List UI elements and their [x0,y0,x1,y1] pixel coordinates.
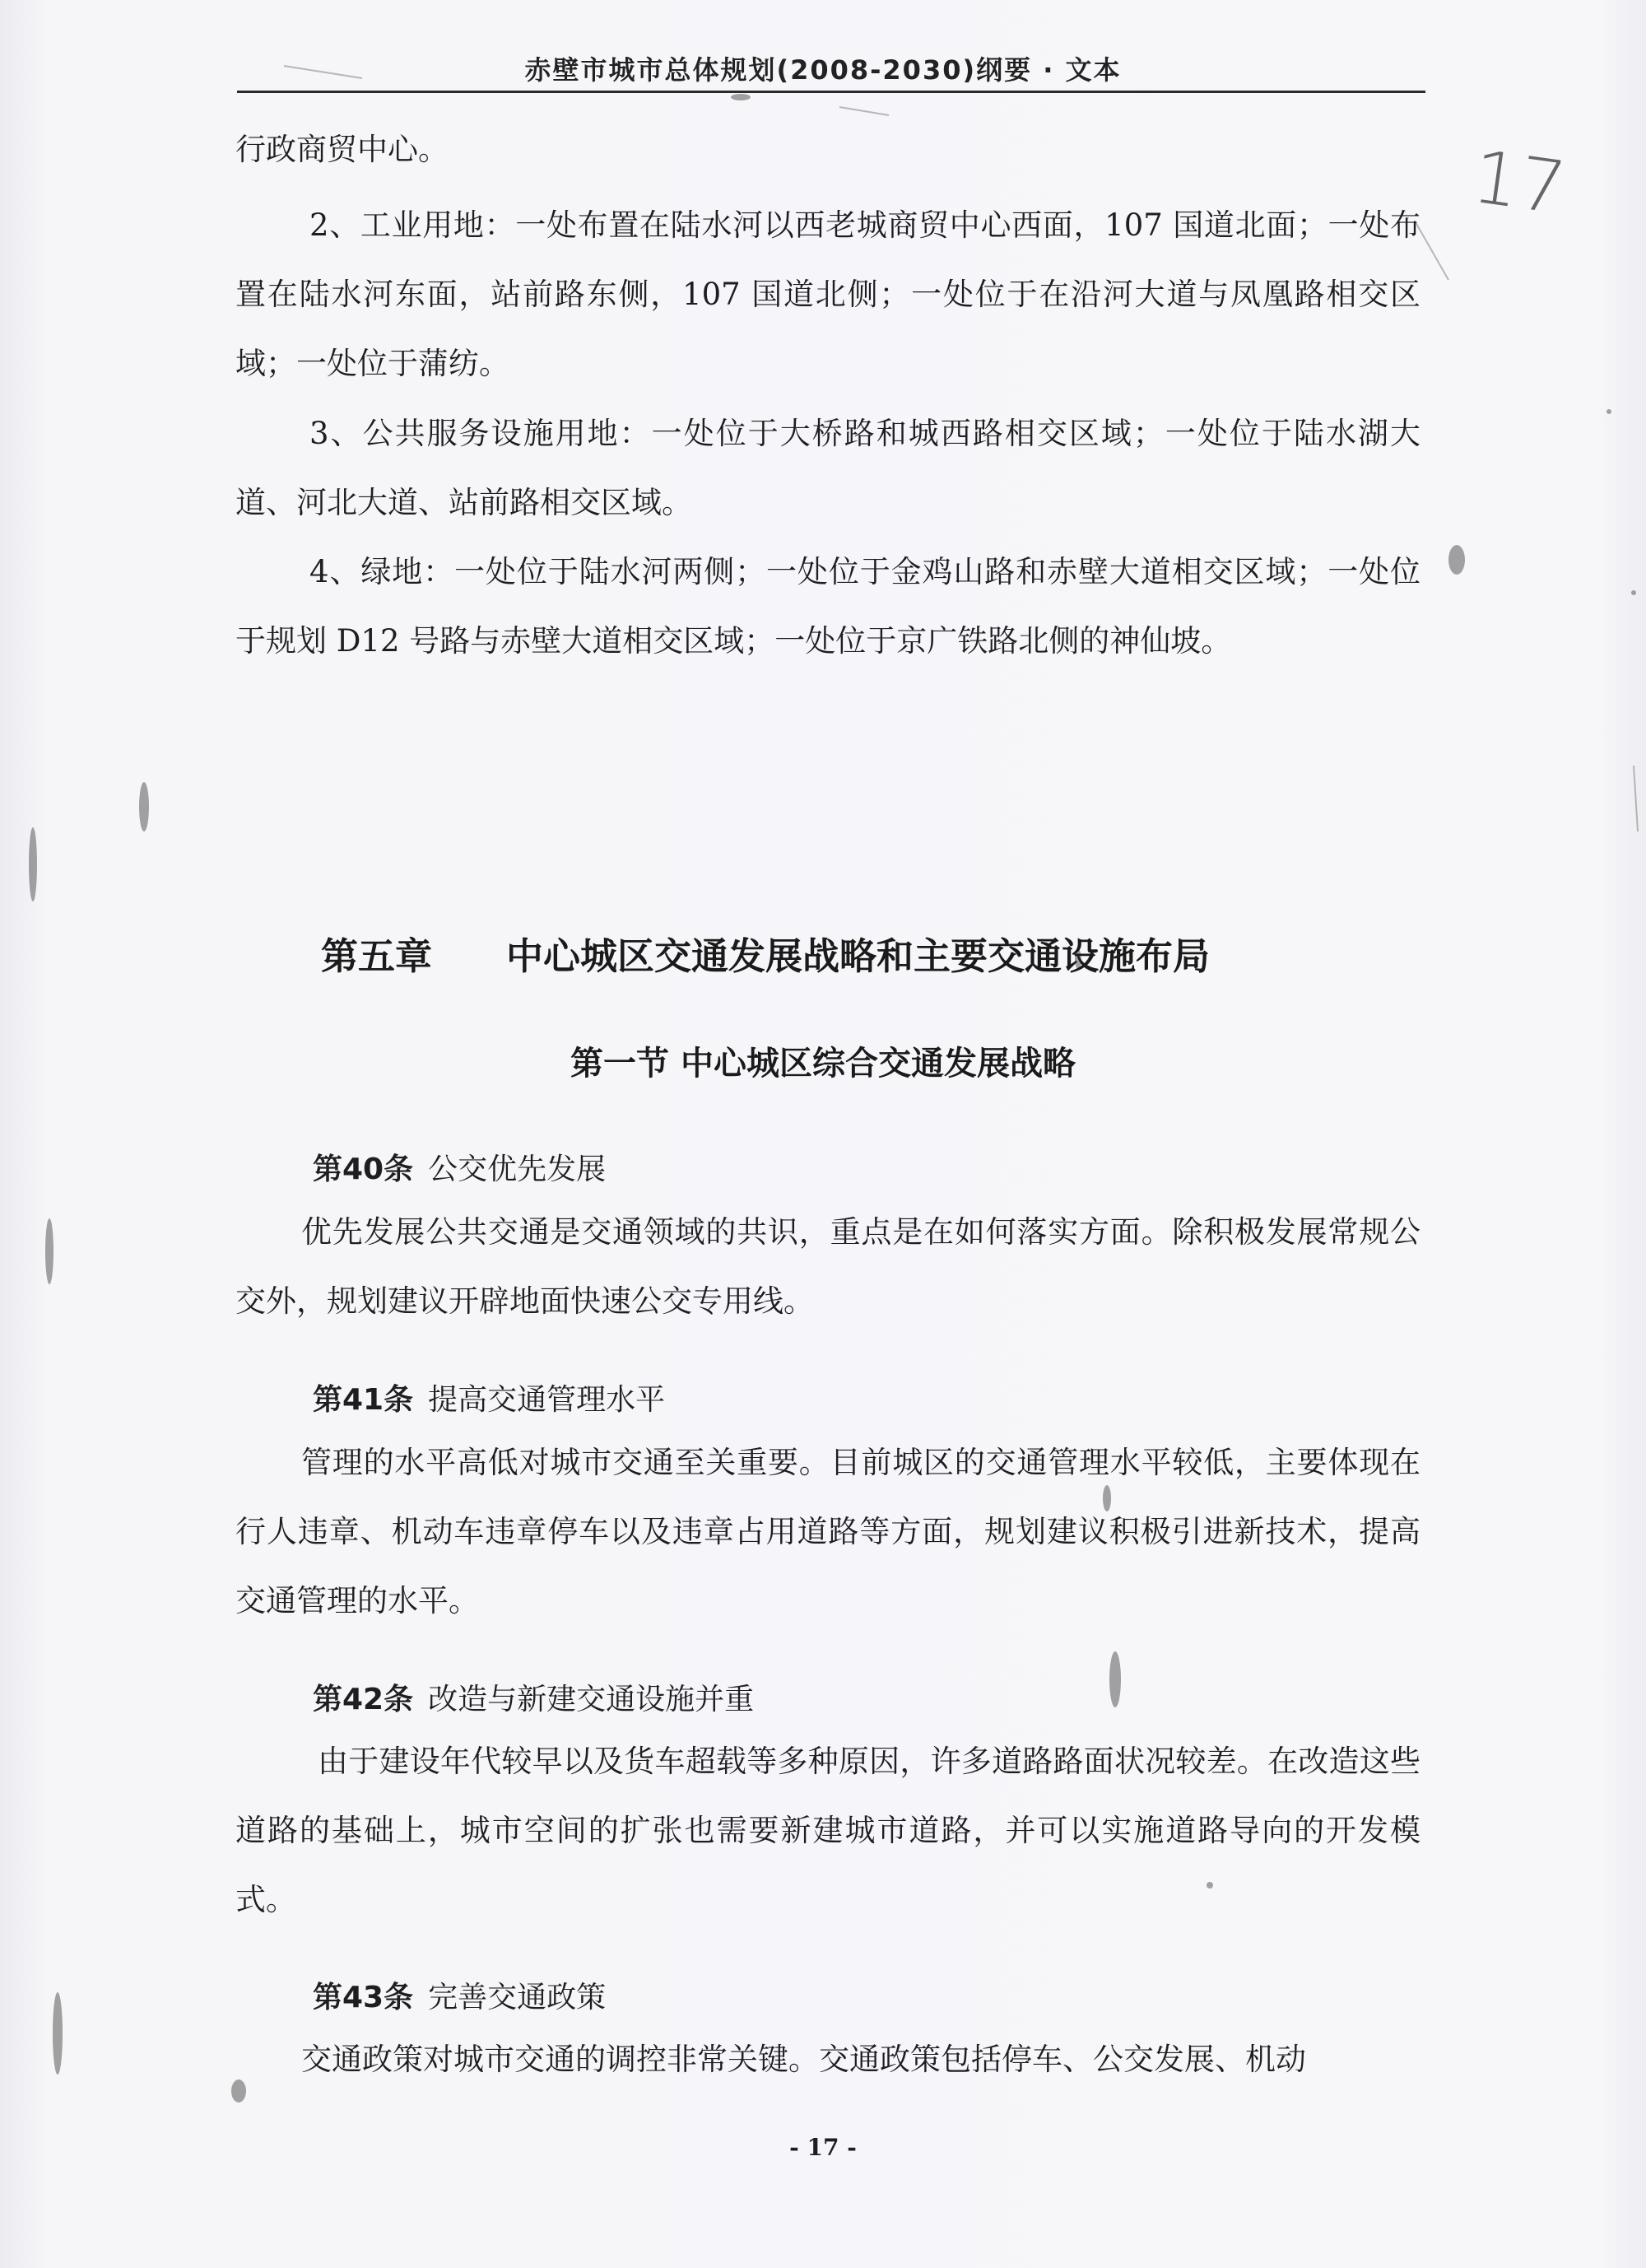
handwritten-page-note: 17 [1467,133,1571,231]
article-number: 第40条 [313,1153,414,1186]
article-heading [313,1974,606,2016]
page-number: - 17 - [789,2134,857,2161]
header-rule [237,91,1425,93]
article-body: 优先发展公共交通是交通领域的共识，重点是在如何落实方面。除积极发展常规公交外，规划建议开辟地面快速公交专用线。 [235,1214,1420,1319]
article-number: 第41条 [313,1383,414,1417]
article-heading [313,1146,606,1188]
paragraph-green-land: 4、绿地：一处位于陆水河两侧；一处位于金鸡山路和赤壁大道相交区域；一处位于规划 D12 号路与赤壁大道相交区域；一处位于京广铁路北侧的神仙坡。 [235,554,1420,659]
article-heading [313,1676,754,1718]
article-title: 完善交通政策 [428,1981,607,2014]
paragraph-continuation: 行政商贸中心。 [235,132,449,167]
article-body: 由于建设年代较早以及货车超载等多种原因，许多道路路面状况较差。在改造这些道路的基础上，城市空间的扩张也需要新建城市道路，并可以实施道路导向的开发模式。 [235,1744,1420,1917]
document-header-title: 赤壁市城市总体规划(2008-2030)纲要 · 文本 [524,54,1122,86]
paragraph-industrial-land: 2、工业用地：一处布置在陆水河以西老城商贸中心西面，107 国道北面；一处布置在陆水河东面，站前路东侧，107 国道北侧；一处位于在沿河大道与凤凰路相交区域；一处位于蒲纺。 [235,207,1420,381]
article-body: 管理的水平高低对城市交通至关重要。目前城区的交通管理水平较低，主要体现在行人违章、机动车违章停车以及违章占用道路等方面，规划建议积极引进新技术，提高交通管理的水平。 [235,1445,1420,1618]
paragraph-public-service-land: 3、公共服务设施用地：一处位于大桥路和城西路相交区域；一处位于陆水湖大道、河北大道、站前路相交区域。 [235,416,1420,520]
article-number: 第43条 [313,1981,414,2014]
article-title: 改造与新建交通设施并重 [428,1683,755,1716]
chapter-title: 中心城区交通发展战略和主要交通设施布局 [506,934,1211,978]
article-title: 公交优先发展 [428,1153,607,1186]
article-body: 交通政策对城市交通的调控非常关键。交通政策包括停车、公交发展、机动 [301,2042,1306,2077]
article-number: 第42条 [313,1683,414,1716]
chapter-number: 第五章 [321,934,433,978]
chapter-heading [321,926,1210,980]
article-heading [313,1376,665,1418]
article-title: 提高交通管理水平 [428,1383,666,1417]
section-heading: 第一节 中心城区综合交通发展战略 [570,1045,1076,1083]
